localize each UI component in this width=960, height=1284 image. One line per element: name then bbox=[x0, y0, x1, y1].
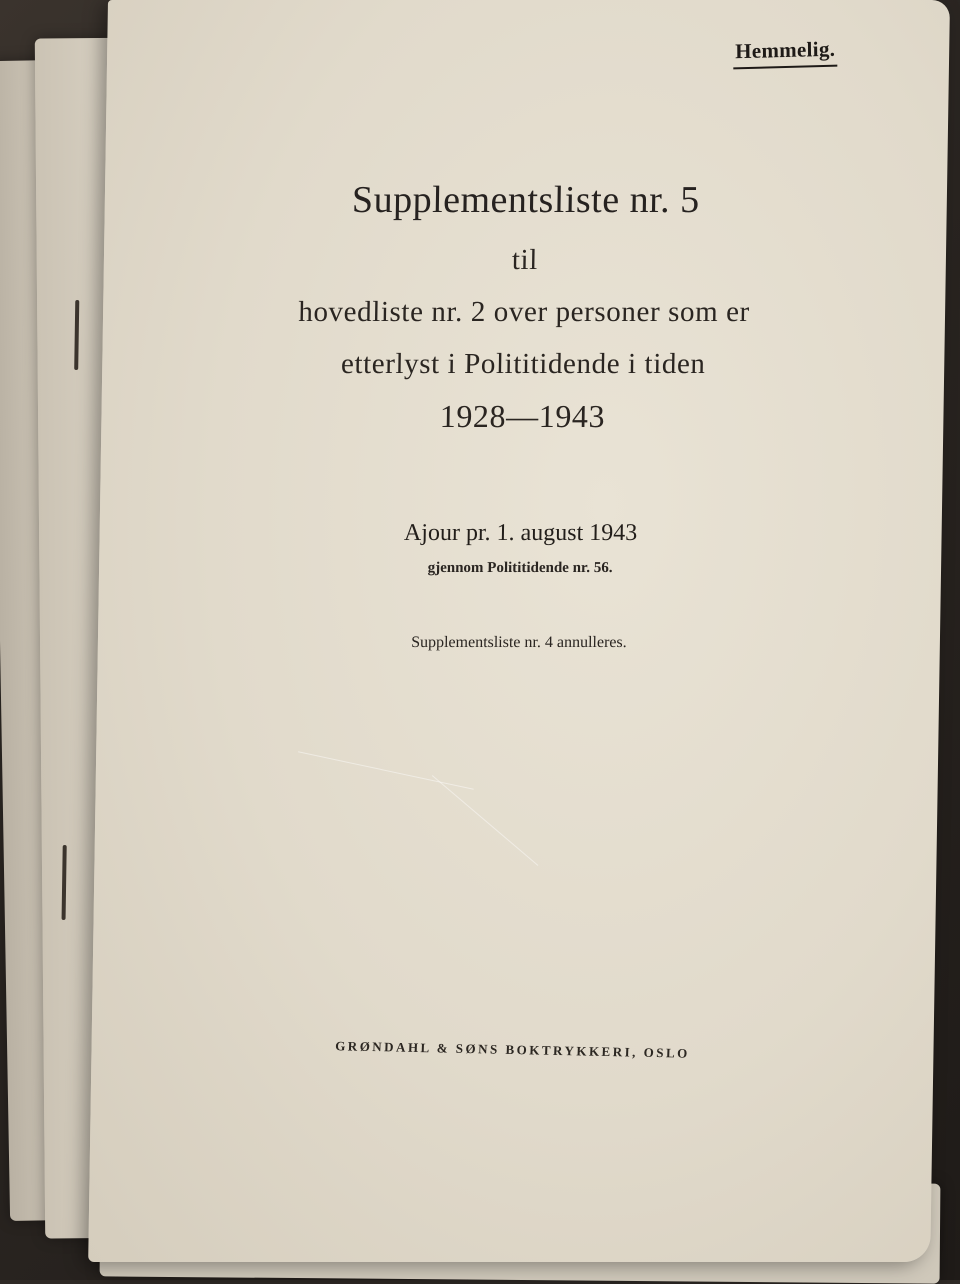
classification-stamp: Hemmelig. bbox=[733, 37, 837, 70]
document-title: Supplementsliste nr. 5 bbox=[351, 179, 701, 221]
paper-crease bbox=[432, 775, 538, 866]
update-source: gjennom Polititidende nr. 56. bbox=[427, 560, 613, 576]
subtitle-line: hovedliste nr. 2 over personer som er bbox=[298, 296, 751, 328]
paper-crease bbox=[298, 751, 474, 789]
annulment-note: Supplementsliste nr. 4 annulleres. bbox=[411, 634, 627, 651]
period-range: 1928—1943 bbox=[439, 398, 606, 434]
booklet-cover bbox=[88, 0, 950, 1262]
title-connector: til bbox=[511, 244, 539, 276]
subtitle-line: etterlyst i Polititidende i tiden bbox=[340, 348, 706, 380]
update-date: Ajour pr. 1. august 1943 bbox=[403, 520, 638, 546]
printer-imprint: GRØNDAHL & SØNS BOKTRYKKERI, OSLO bbox=[334, 1038, 691, 1061]
